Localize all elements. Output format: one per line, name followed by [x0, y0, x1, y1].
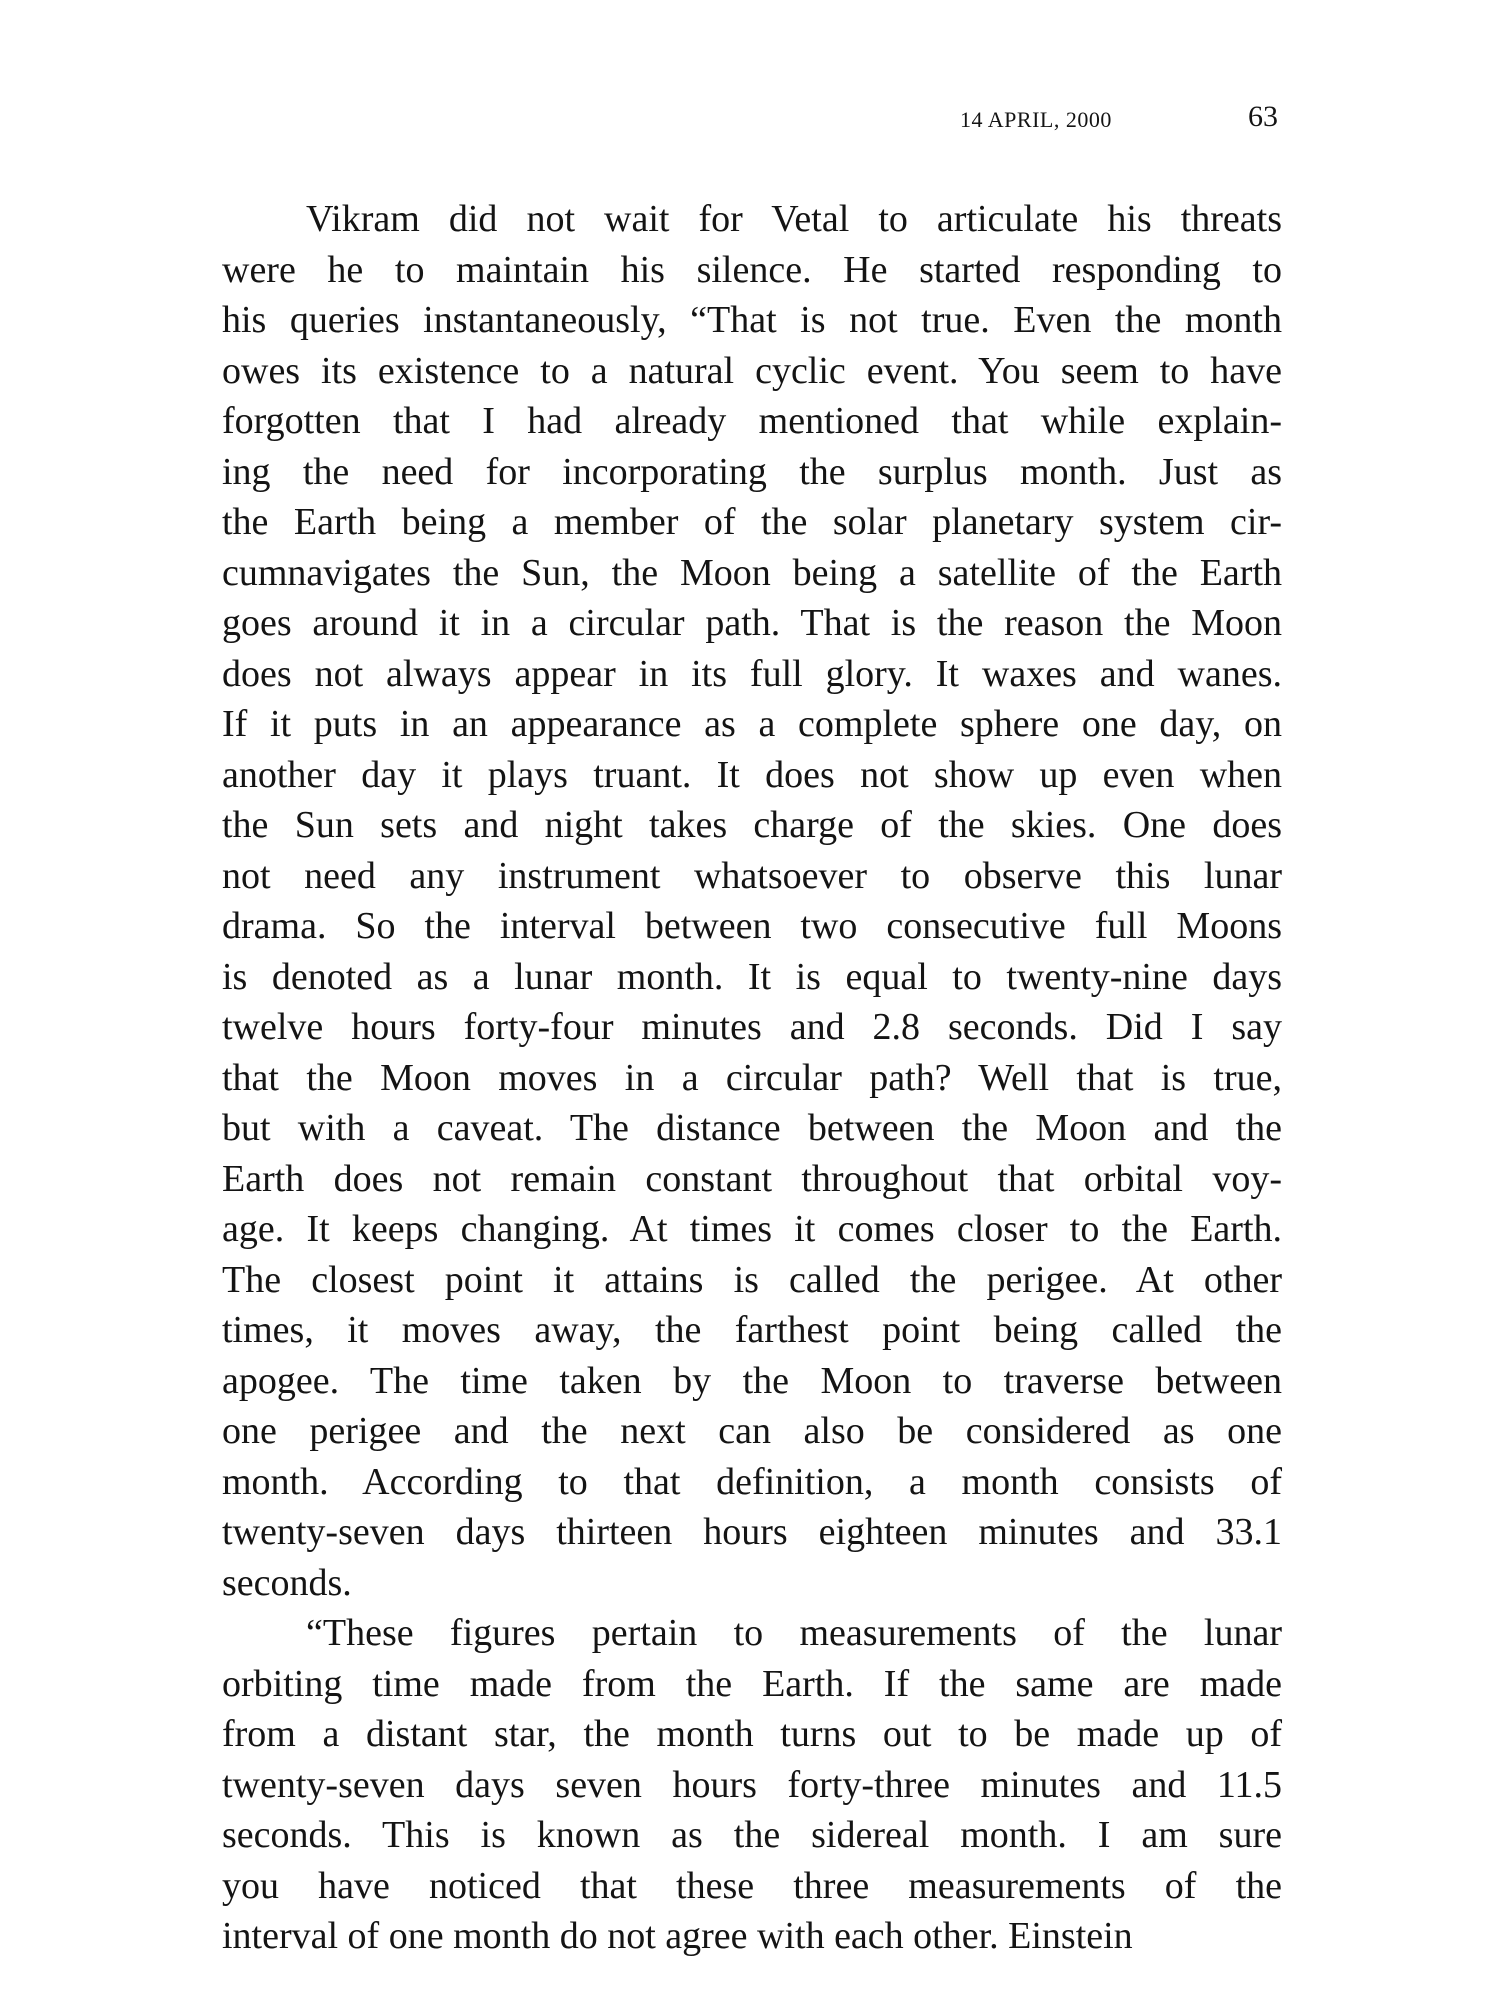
text-line: twelve hours forty-four minutes and 2.8 seconds. Did I say	[222, 1006, 1282, 1048]
text-line: that the Moon moves in a circular path? Well that is true,	[222, 1056, 1282, 1099]
text-line: you have noticed that these three measurements of the	[222, 1864, 1282, 1907]
text-line: apogee. The time taken by the Moon to traverse between	[222, 1359, 1282, 1402]
text-line: but with a caveat. The distance between the Moon and the	[222, 1107, 1282, 1149]
text-line: ing the need for incorporating the surplus month. Just as	[222, 450, 1282, 493]
text-line: from a distant star, the month turns out to be made up of	[222, 1713, 1282, 1755]
text-line: is denoted as a lunar month. It is equal to twenty-nine days	[222, 955, 1282, 998]
text-line: another day it plays truant. It does not show up even when	[222, 753, 1282, 796]
text-line: drama. So the interval between two consecutive full Moons	[222, 905, 1282, 947]
text-line: orbiting time made from the Earth. If the same are made	[222, 1662, 1282, 1705]
text-line: age. It keeps changing. At times it comes closer to the Earth.	[222, 1208, 1282, 1250]
text-line: Earth does not remain constant throughout that orbital voy-	[222, 1157, 1282, 1200]
text-line: owes its existence to a natural cyclic event. You seem to have	[222, 349, 1282, 392]
page-number: 63	[1248, 100, 1278, 133]
text-line: seconds.	[222, 1561, 352, 1604]
text-line: his queries instantaneously, “That is not true. Even the month	[222, 299, 1282, 341]
text-line: Vikram did not wait for Vetal to articulate his threats	[306, 198, 1282, 240]
text-line: interval of one month do not agree with each other. Einstein	[222, 1915, 1133, 1957]
text-line: twenty-seven days seven hours forty-three minutes and 11.5	[222, 1763, 1282, 1806]
text-line: The closest point it attains is called the perigee. At other	[222, 1258, 1282, 1301]
text-line: times, it moves away, the farthest point being called the	[222, 1309, 1282, 1351]
body-text	[222, 194, 1282, 1962]
text-line: the Sun sets and night takes charge of the skies. One does	[222, 804, 1282, 846]
running-head: 14 APRIL, 2000	[960, 107, 1112, 132]
text-line: “These figures pertain to measurements of the lunar	[306, 1612, 1282, 1654]
paragraph-2	[222, 1608, 1282, 1962]
text-line: twenty-seven days thirteen hours eighteen minutes and 33.1	[222, 1511, 1282, 1553]
text-line: were he to maintain his silence. He started responding to	[222, 248, 1282, 291]
text-line: not need any instrument whatsoever to observe this lunar	[222, 854, 1282, 897]
text-line: If it puts in an appearance as a complete sphere one day, on	[222, 703, 1282, 745]
paragraph-1	[222, 194, 1282, 1608]
text-line: does not always appear in its full glory. It waxes and wanes.	[222, 652, 1282, 695]
text-line: one perigee and the next can also be considered as one	[222, 1410, 1282, 1452]
text-line: goes around it in a circular path. That is the reason the Moon	[222, 602, 1282, 644]
text-line: month. According to that definition, a month consists of	[222, 1460, 1282, 1503]
text-line: forgotten that I had already mentioned that while explain-	[222, 400, 1282, 442]
text-line: cumnavigates the Sun, the Moon being a satellite of the Earth	[222, 551, 1282, 594]
text-line: the Earth being a member of the solar planetary system cir-	[222, 501, 1282, 543]
text-line: seconds. This is known as the sidereal month. I am sure	[222, 1814, 1282, 1856]
